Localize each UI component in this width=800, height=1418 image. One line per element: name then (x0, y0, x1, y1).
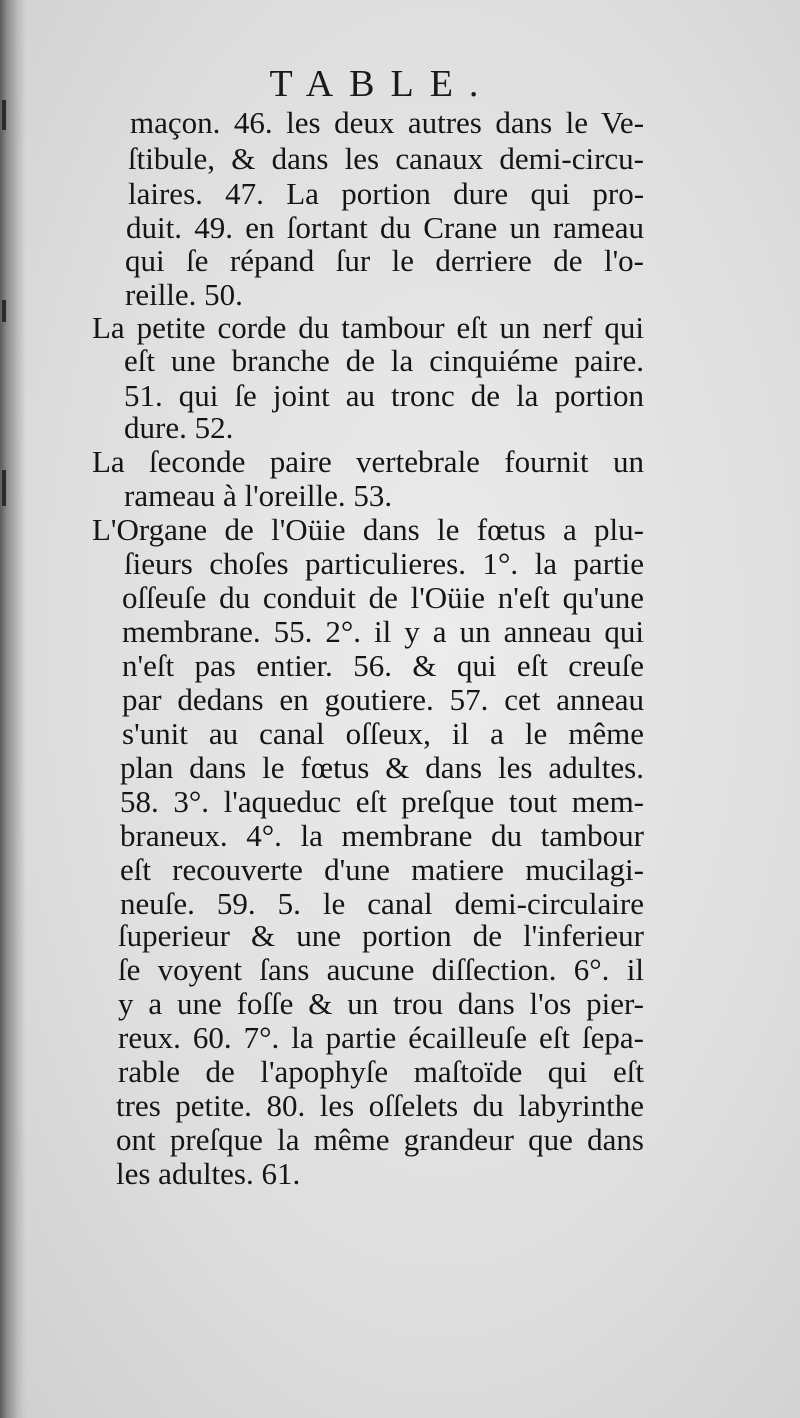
text-line: La petite corde du tambour eſt un nerf qui (92, 310, 644, 345)
text-line: ſuperieur & une portion de l'inferieur (118, 918, 644, 953)
text-line: reille. 50. (125, 277, 243, 312)
text-line: eſt recouverte d'une matiere mucilagi- (120, 852, 644, 887)
text-line: 58. 3°. l'aqueduc eſt preſque tout mem- (120, 784, 645, 819)
text-line: ſe voyent ſans aucune diſſection. 6°. il (118, 952, 644, 987)
text-line: ſieurs choſes particulieres. 1°. la partie (124, 546, 645, 581)
text-line: rameau à l'oreille. 53. (124, 478, 393, 513)
text-line: tres petite. 80. les oſſelets du labyrinthe (116, 1088, 645, 1123)
text-line: laires. 47. La portion dure qui pro- (128, 176, 645, 211)
text-line: qui ſe répand ſur le derriere de l'o- (125, 243, 644, 278)
text-line: n'eſt pas entier. 56. & qui eſt creuſe (122, 648, 644, 683)
text-line: La ſeconde paire vertebrale fournit un (92, 444, 644, 479)
text-line: ſtibule, & dans les canaux demi-circu- (128, 141, 644, 176)
text-line: les adultes. 61. (116, 1156, 301, 1191)
text-line: y a une foſſe & un trou dans l'os pier- (118, 986, 645, 1021)
text-line: dure. 52. (124, 410, 234, 445)
text-line: maçon. 46. les deux autres dans le Ve- (130, 105, 645, 140)
text-line: par dedans en goutiere. 57. cet anneau (122, 682, 645, 717)
text-line: plan dans le fœtus & dans les adultes. (120, 750, 644, 785)
text-line: reux. 60. 7°. la partie écailleuſe eſt ſepa- (118, 1020, 644, 1055)
text-line: eſt une branche de la cinquiéme paire. (124, 343, 644, 378)
text-line: s'unit au canal oſſeux, il a le même (122, 716, 645, 751)
text-line: membrane. 55. 2°. il y a un anneau qui (122, 614, 645, 649)
text-line: neuſe. 59. 5. le canal demi-circulaire (120, 886, 644, 921)
text-line: ont preſque la même grandeur que dans (116, 1122, 644, 1157)
text-line: oſſeuſe du conduit de l'Oüie n'eſt qu'une (122, 580, 644, 615)
running-header: TABLE. (269, 63, 495, 105)
text-line: rable de l'apophyſe maſtoïde qui eſt (118, 1054, 644, 1089)
text-line: L'Organe de l'Oüie dans le fœtus a plu- (92, 512, 644, 547)
text-line: 51. qui ſe joint au tronc de la portion (124, 378, 645, 413)
text-line: braneux. 4°. la membrane du tambour (120, 818, 644, 853)
text-line: duit. 49. en ſortant du Crane un rameau (126, 210, 645, 245)
